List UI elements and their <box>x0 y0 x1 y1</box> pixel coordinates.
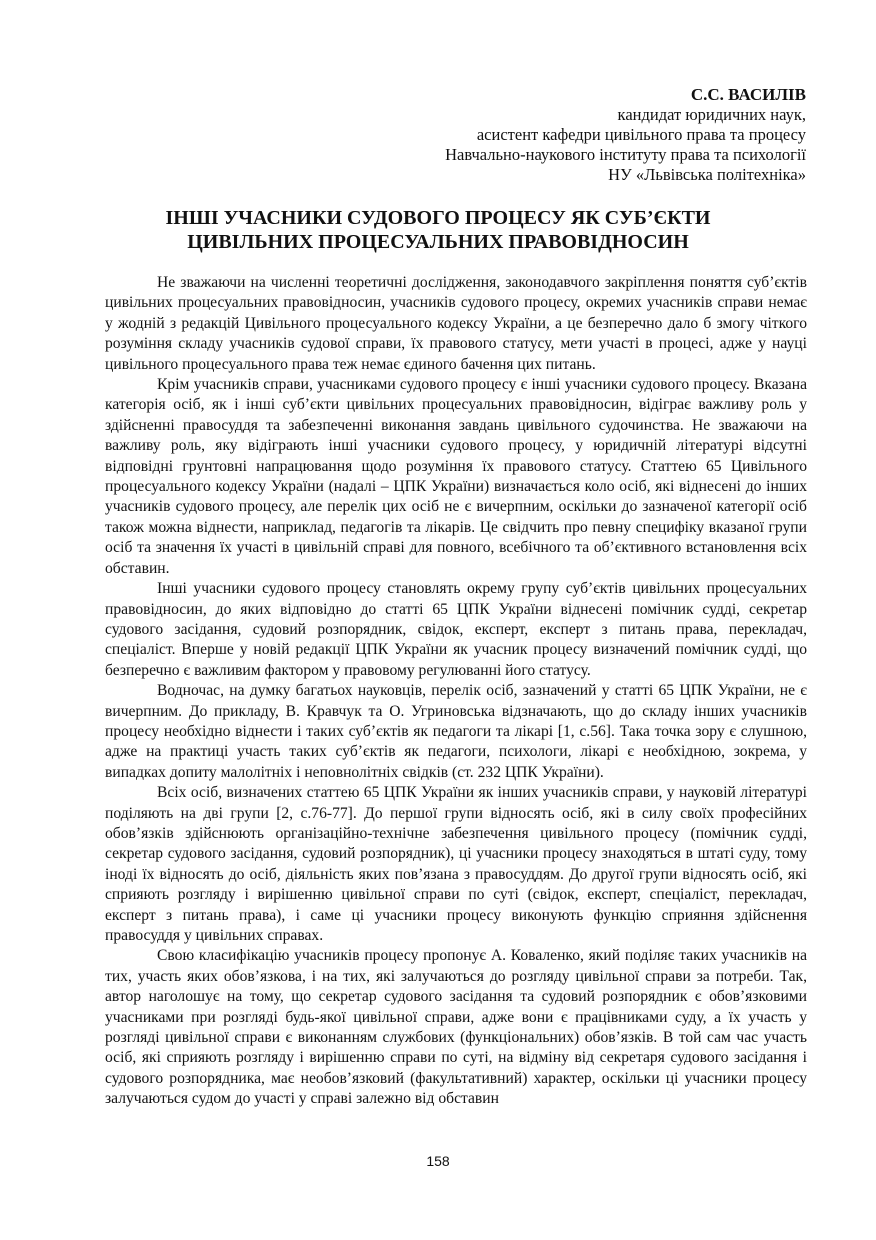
paragraph-6: Свою класифікацію учасників процесу пропонує А. Коваленко, який поділяє таких учасників на тих, участь яких обов’язкова, і на тих, які залучаються до розгляду цивільної справи за потреби. Так, автор наголошує на тому, що секретар судового засідання та судовий розпорядник є обов’язковими учасниками при розгляді будь-якої цивільної справи, адже вони є працівниками суду, а їх участь у розгляді цивільної справи є виконанням службових (функціональних) обов’язків. В той сам час участь осіб, які сприяють розгляду і вирішенню справи по суті, на відміну від секретаря судового засідання і судового розпорядника, має необов’язковий (факультативний) характер, оскільки ці учасники процесу залучаються судом до участі у справі залежно від обставин <box>105 947 807 1108</box>
paragraph-5: Всіх осіб, визначених статтею 65 ЦПК України як інших учасників справи, у науковій літературі поділяють на дві групи [2, с.76-77]. До першої групи відносять осіб, які в силу своїх професійних обов’язків здійснюють організаційно-технічне забезпечення цивільного процесу (помічник судді, секретар судового засідання, судовий розпорядник), ці учасники процесу знаходяться в штаті суду, тому іноді їх відносять до осіб, діяльність яких пов’язана з правосуддям. До другої групи відносять осіб, які сприяють розгляду і вирішенню цивільної справи по суті (свідок, експерт, спеціаліст, перекладач, експерт з питань права), і саме ці учасники процесу виконують функцію сприяння здійснення правосуддя у цивільних справах. <box>105 784 807 944</box>
author-institute: Навчально-наукового інституту права та психології <box>445 145 806 164</box>
paragraph-2: Крім учасників справи, учасниками судового процесу є інші учасники судового процесу. Вказана категорія осіб, як і інші суб’єкти цивільних процесуальних правовідносин, відіграє важливу роль у здійсненні правосуддя та забезпеченні виконання завдань цивільного судочинства. Не зважаючи на важливу роль, яку відіграють інші учасники судового процесу, у юридичній літературі відсутні відповідні грунтовні напрацювання щодо розуміння їх правового статусу. Статтею 65 Цивільного процесуального кодексу України (надалі – ЦПК України) визначається коло осіб, які віднесені до інших учасників судового процесу, але перелік цих осіб не є вичерпним, оскільки до зазначеної категорії осіб також можна віднести, наприклад, педагогів та лікарів. Це свідчить про певну специфіку вказаної групи осіб та значення їх участі в цивільній справі для повного, всебічного та об’єктивного встановлення всіх обставин. <box>105 376 807 577</box>
article-title <box>70 206 806 254</box>
paragraph-4: Водночас, на думку багатьох науковців, перелік осіб, зазначений у статті 65 ЦПК України, не є вичерпним. До прикладу, В. Кравчук та О. Угриновська відзначають, що до складу інших учасників процесу необхідно віднести і таких суб’єктів як педагоги та лікарі [1, с.56]. Така точка зору є слушною, адже на практиці участь таких суб’єктів як педагоги, психологи, лікарі є необхідною, зокрема, у випадках допиту малолітніх і неповнолітніх свідків (ст. 232 ЦПК України). <box>105 682 807 781</box>
article-title-line-2: ЦИВІЛЬНИХ ПРОЦЕСУАЛЬНИХ ПРАВОВІДНОСИН <box>187 231 689 253</box>
paragraph-1: Не зважаючи на численні теоретичні дослідження, законодавчого закріплення поняття суб’єктів цивільних процесуальних правовідносин, учасників судового процесу, окремих учасників справи немає у жодній з редакцій Цивільного процесуального кодексу України, а це безперечно дало б змогу чіткого розуміння складу учасників судової справи, їх правового статусу, мети участі в процесі, адже у науці цивільного процесуального права теж немає єдиного бачення цих питань. <box>105 274 807 373</box>
article-body <box>105 273 807 1110</box>
paragraph-3: Інші учасники судового процесу становлять окрему групу суб’єктів цивільних процесуальних правовідносин, до яких відповідно до статті 65 ЦПК України віднесені помічник судді, секретар судового засідання, судовий розпорядник, свідок, експерт, експерт з питань права, перекладач, спеціаліст. Вперше у новій редакції ЦПК України як учасник процесу визначений помічник судді, що безперечно є важливим фактором у правовому регулюванні його статусу. <box>105 580 807 679</box>
author-position: асистент кафедри цивільного права та процесу <box>476 125 806 144</box>
author-name: С.С. ВАСИЛІВ <box>690 85 806 104</box>
article-title-line-1: ІНШІ УЧАСНИКИ СУДОВОГО ПРОЦЕСУ ЯК СУБ’ЄКТИ <box>165 207 711 229</box>
author-university: НУ «Львівська політехніка» <box>608 165 806 184</box>
author-block <box>246 85 806 185</box>
page-number: 158 <box>426 1153 450 1169</box>
author-degree: кандидат юридичних наук, <box>617 105 806 124</box>
